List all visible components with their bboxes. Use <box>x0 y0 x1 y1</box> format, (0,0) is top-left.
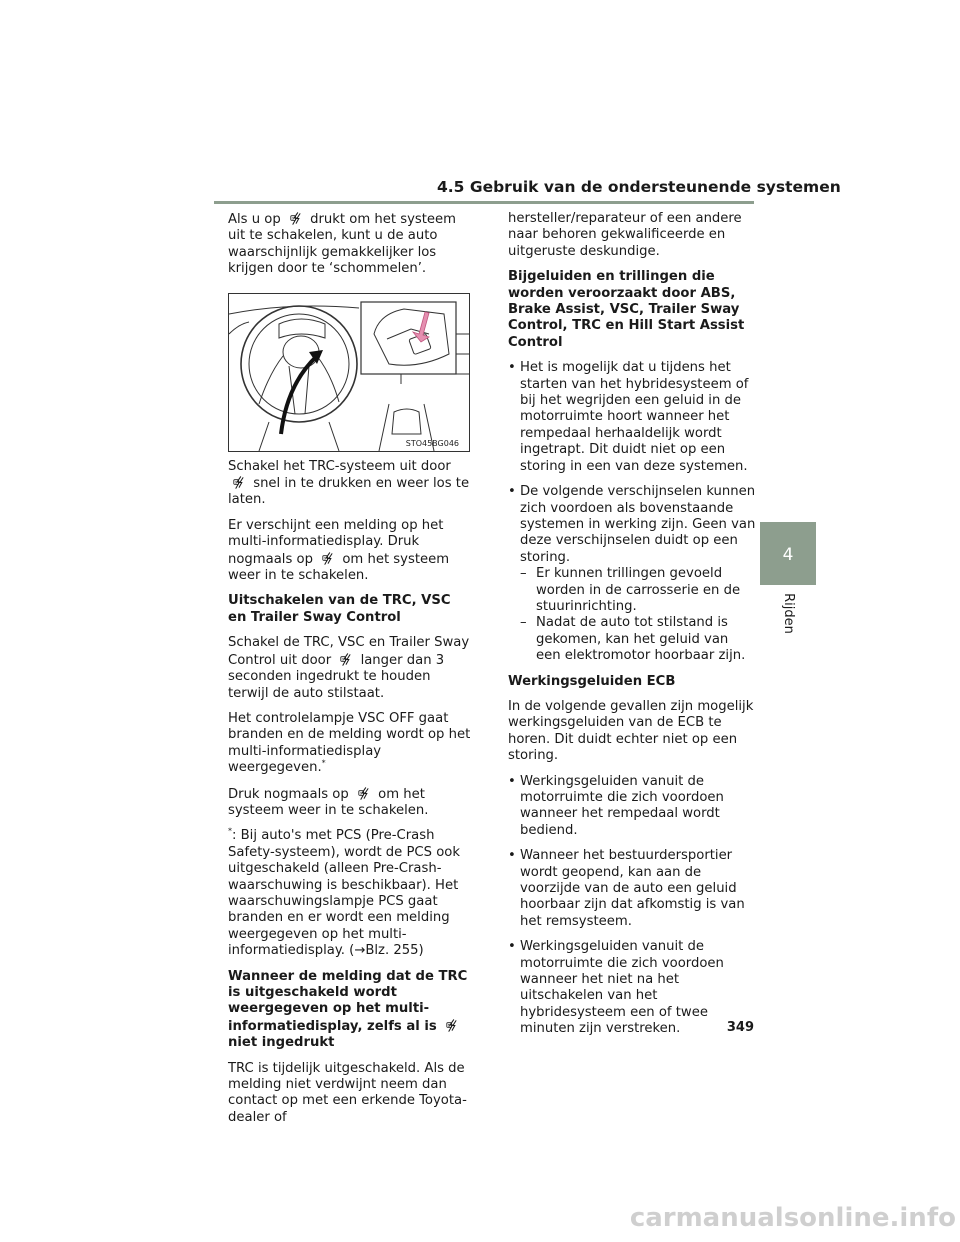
text-span: : Bij auto's met PCS (Pre-Crash Safety-systeem), wordt de PCS ook uitgeschakeld (alleen Pre-Crash-waarschuwing is beschikbaar). Het waarschuwingslampje PCS gaat branden en er wordt een melding weergegeven op het multi-informatiedisplay. (→Blz. 255) <box>228 828 460 959</box>
left-paragraph-6 <box>228 786 471 820</box>
text-span: snel in te drukken en weer los te laten. <box>228 476 470 508</box>
page-number: 349 <box>726 1020 754 1035</box>
footnote-marker: * <box>228 826 232 836</box>
vsc-off-switch-icon <box>231 475 246 490</box>
text-span: Druk nogmaals op <box>228 786 353 802</box>
chapter-number: 4 <box>782 545 794 565</box>
left-paragraph-1 <box>228 211 471 278</box>
chapter-label <box>782 590 798 640</box>
bullet-text: • Het is mogelijk dat u tijdens het starten van het hybridesysteem of bij het wegrijden een geluid in de motorruimte hoort wanneer het rempedaal herhaaldelijk wordt ingetrapt. Dit duidt niet op een storing in een van deze systemen. <box>520 360 749 474</box>
left-paragraph-8: TRC is tijdelijk uitgeschakeld. Als de melding niet verdwijnt neem dan contact op met een erkende Toyota-dealer of <box>228 1060 467 1125</box>
text-span: niet ingedrukt <box>228 1035 335 1051</box>
bullet-item <box>508 848 756 930</box>
header-rule <box>214 201 754 204</box>
text-span: langer dan 3 seconden ingedrukt te houden terwijl de auto stilstaat. <box>228 652 445 701</box>
section-header-title: 4.5 Gebruik van de ondersteunende systemen <box>437 178 841 196</box>
watermark: carmanualsonline.info <box>629 1203 956 1233</box>
sub-text: Er kunnen trillingen gevoeld worden in de carrosserie en de stuurinrichting. <box>536 566 741 614</box>
figure-label: STO45BG046 <box>405 439 459 448</box>
bullet-text: • Werkingsgeluiden vanuit de motorruimte die zich voordoen wanneer het niet na het uitschakelen van het hybridesysteem een of twee minuten zijn verstreken. <box>520 939 724 1037</box>
text-span: om het systeem weer in te schakelen. <box>228 551 450 584</box>
bullet-text: • Wanneer het bestuurdersportier wordt geopend, kan aan de voorzijde van de auto een geluid hoorbaar zijn dat afkomstig is van het remsysteem. <box>520 848 745 929</box>
bullet-text: • De volgende verschijnselen kunnen zich voordoen als bovenstaande systemen in werking zijn. Geen van deze verschijnselen duidt op een storing. <box>520 484 756 565</box>
footnote-marker: * <box>321 758 326 768</box>
vsc-off-switch-icon <box>320 551 335 566</box>
sub-item <box>508 615 756 664</box>
footnote <box>228 828 471 959</box>
bullet-item <box>508 774 756 840</box>
text-span: Wanneer de melding dat de TRC is uitgeschakeld wordt weergegeven op het multi-informatiedisplay, zelfs al is <box>228 968 468 1034</box>
dash-marker: – <box>520 615 527 631</box>
left-paragraph-3 <box>228 518 471 585</box>
vsc-off-switch-icon <box>338 652 353 667</box>
left-paragraph-4 <box>228 635 471 702</box>
dashboard-illustration <box>228 293 470 452</box>
text-span: Er verschijnt een melding op het multi-informatiedisplay. Druk nogmaals op <box>228 517 444 567</box>
right-column <box>508 211 756 1047</box>
dash-marker: – <box>520 566 527 582</box>
text-span: Schakel de TRC, VSC en Trailer Sway Control uit door <box>228 635 470 668</box>
bullet-text: • Werkingsgeluiden vanuit de motorruimte die zich voordoen wanneer het rempedaal wordt bediend. <box>520 773 724 838</box>
text-span: Schakel het TRC-systeem uit door <box>228 458 451 474</box>
sub-item <box>508 566 756 615</box>
bullet-item <box>508 484 756 566</box>
text-span: Als u op <box>228 212 285 227</box>
right-paragraph-2: In de volgende gevallen zijn mogelijk werkingsgeluiden van de ECB te horen. Dit duidt echter niet op een storing. <box>508 698 754 764</box>
heading-trc-message <box>228 969 471 1052</box>
chapter-label-text: Rijden <box>780 593 796 634</box>
heading-disable-trc-vsc: Uitschakelen van de TRC, VSC en Trailer Sway Control <box>228 593 451 625</box>
bullet-item <box>508 360 756 475</box>
sub-text: Nadat de auto tot stilstand is gekomen, kan het geluid van een elektromotor hoorbaar zijn. <box>536 615 746 664</box>
text-span: drukt om het systeem uit te schakelen, kunt u de auto waarschijnlijk gemakkelijker los krijgen door te ‘schommelen’. <box>228 212 457 277</box>
left-paragraph-5 <box>228 711 471 777</box>
vsc-off-switch-icon <box>356 786 371 801</box>
vsc-off-switch-icon <box>288 211 303 226</box>
right-paragraph-1: hersteller/reparateur of een andere naar behoren gekwalificeerde en uitgeruste deskundige. <box>508 211 742 259</box>
left-paragraph-2 <box>228 459 471 509</box>
text-span: om het systeem weer in te schakelen. <box>228 786 429 818</box>
vsc-off-switch-icon <box>444 1018 459 1033</box>
steering-wheel-illustration <box>229 294 469 451</box>
text-span: Het controlelampje VSC OFF gaat branden en de melding wordt op het multi-informatiedisplay weergegeven. <box>228 710 471 776</box>
heading-noises-vibrations: Bijgeluiden en trillingen die worden veroorzaakt door ABS, Brake Assist, VSC, Trailer Sway Control, TRC en Hill Start Assist Control <box>508 269 745 350</box>
heading-ecb-noises: Werkingsgeluiden ECB <box>508 673 676 689</box>
